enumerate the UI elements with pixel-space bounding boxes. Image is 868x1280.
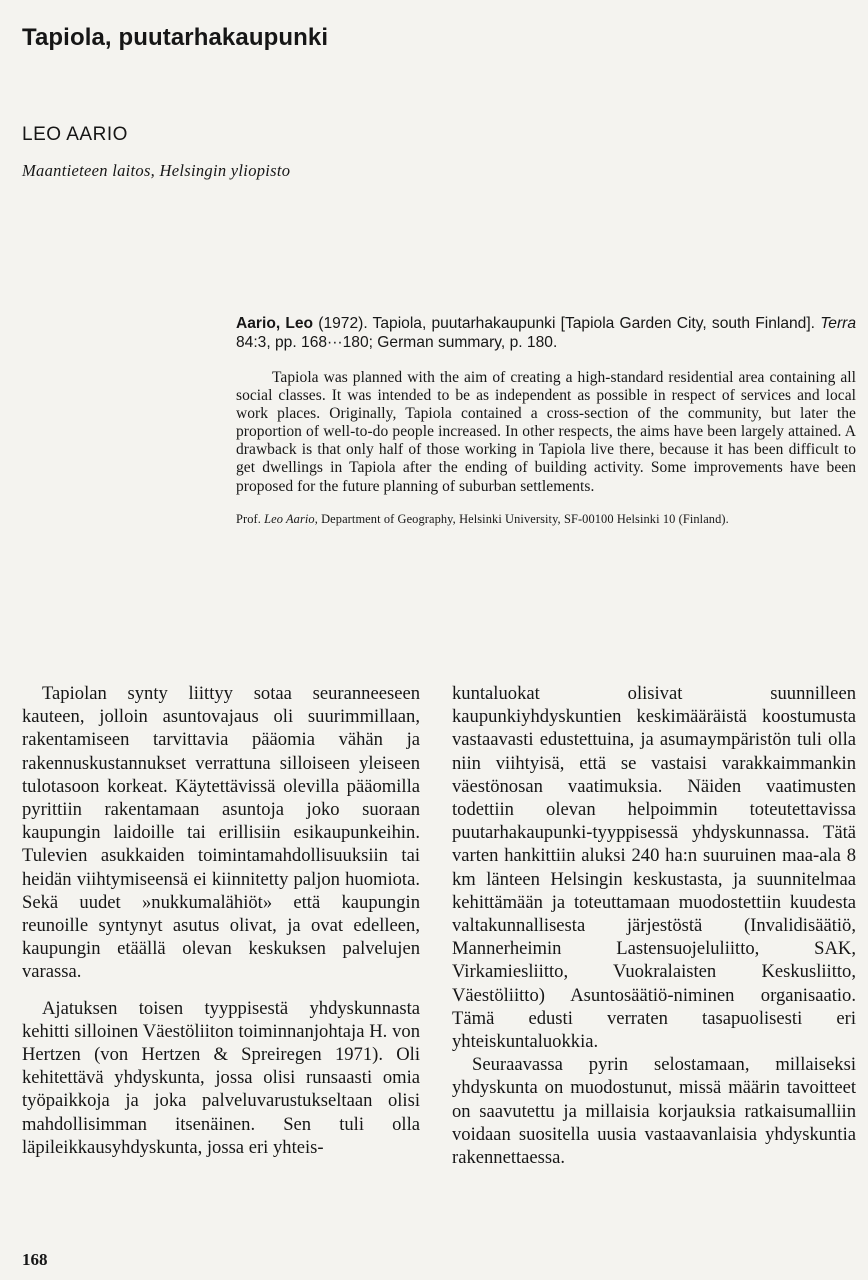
body-paragraph: Ajatuksen toisen tyyppisestä yhdyskunnasta kehitti silloinen Väestöliiton toiminnanjohtaja H. von Hertzen (von Hertzen & Spreiregen 1971). Oli kehitettävä yhdyskunta, jossa olisi runsaasti omia työpaikkoja ja joka palveluvarustukseltaan olisi mahdollisimman itsenäinen. Sen tuli olla läpileikkausyhdyskunta, jossa eri yhteis- xyxy=(22,997,420,1158)
author-affiliation: Maantieteen laitos, Helsingin yliopisto xyxy=(22,161,291,180)
address-prefix: Prof. xyxy=(236,511,265,526)
body-column-right xyxy=(452,682,856,1169)
citation xyxy=(236,314,856,352)
body-paragraph: Tapiolan synty liittyy sotaa seuranneeseen kauteen, jolloin asuntovajaus oli suurimmillaan, rakentamiseen tarvittavia pääomia vähän ja rakennuskustannukset verrattuna silloiseen yleiseen tulotasoon korkeat. Käytettävissä olevilla pääomilla pyrittiin rakentamaan asuntoja joko suoraan kaupungin laidoille tai erillisiin esikaupunkeihin. Tulevien asukkaiden toimintamahdollisuuksiin tai heidän viihtymiseensä ei kiinnitetty paljon huomiota. Sekä uudet »nukkumalähiöt» että kaupungin reunoille syntynyt asutus olivat, ja ovat edelleen, kaupungin etäällä olevan keskuksen palvelujen varassa. xyxy=(22,683,420,983)
abstract-block xyxy=(236,314,856,527)
author-address xyxy=(236,512,856,527)
citation-journal: Terra xyxy=(820,315,857,332)
article-title: Tapiola, puutarhakaupunki xyxy=(22,24,329,51)
body-paragraph: kuntaluokat olisivat suunnilleen kaupunkiyhdyskuntien keskimääräistä koostumusta vastaavasti edustettuina, ja asumaympäristön tuli olla niin viihtyisä, että se vastaisi varakkaimmankin väestönosan vaatimuksia. Näiden vaatimusten todettiin olevan helpoimmin toteutettavissa puutarhakaupunki-tyyppisessä yhdyskunnassa. Tätä varten hankittiin aluksi 240 ha:n suuruinen maa-ala 8 km länteen Helsingin keskustasta, ja suunnitelmaa kehittämään ja toteuttamaan muodostettiin kuudesta valtakunnallisesta järjestöstä (Invalidisäätiö, Mannerheimin Lastensuojeluliitto, SAK, Virkamiesliitto, Vuokralaisten Keskusliitto, Väestöliitto) Asuntosäätiö-niminen organisaatio. Tämä edusti verraten tasapuolisesti eri yhteiskuntaluokkia. xyxy=(452,683,856,1053)
citation-text-2: 84:3, pp. 168···180; German summary, p. 180. xyxy=(236,334,558,351)
address-name: Leo Aario xyxy=(264,511,315,526)
body-paragraph: Seuraavassa pyrin selostamaan, millaiseksi yhdyskunta on muodostunut, missä määrin tavoitteet on saavutettu ja millaisia korjauksia ratkaisumalliin voidaan suositella uusia vastaavanlaisia yhdyskuntia rakennettaessa. xyxy=(452,1054,856,1169)
abstract-text: Tapiola was planned with the aim of creating a high-standard residential area containing all social classes. It was intended to be as independent as possible in respect of services and local work places. Originally, Tapiola contained a cross-section of the community, but later the proportion of well-to-do people increased. In other respects, the aims have been largely attained. A drawback is that only half of those working in Tapiola live there, because it has been difficult to get dwellings in Tapiola after the ending of building activity. Some improvements have been proposed for the future planning of suburban settlements. xyxy=(236,369,856,495)
author-name: LEO AARIO xyxy=(22,124,128,145)
body-column-left xyxy=(22,682,420,1159)
address-rest: , Department of Geography, Helsinki University, SF-00100 Helsinki 10 (Finland). xyxy=(314,511,729,526)
page-number: 168 xyxy=(22,1250,48,1269)
citation-author: Aario, Leo xyxy=(236,315,314,332)
citation-text-1: (1972). Tapiola, puutarhakaupunki [Tapiola Garden City, south Finland]. xyxy=(313,315,821,332)
